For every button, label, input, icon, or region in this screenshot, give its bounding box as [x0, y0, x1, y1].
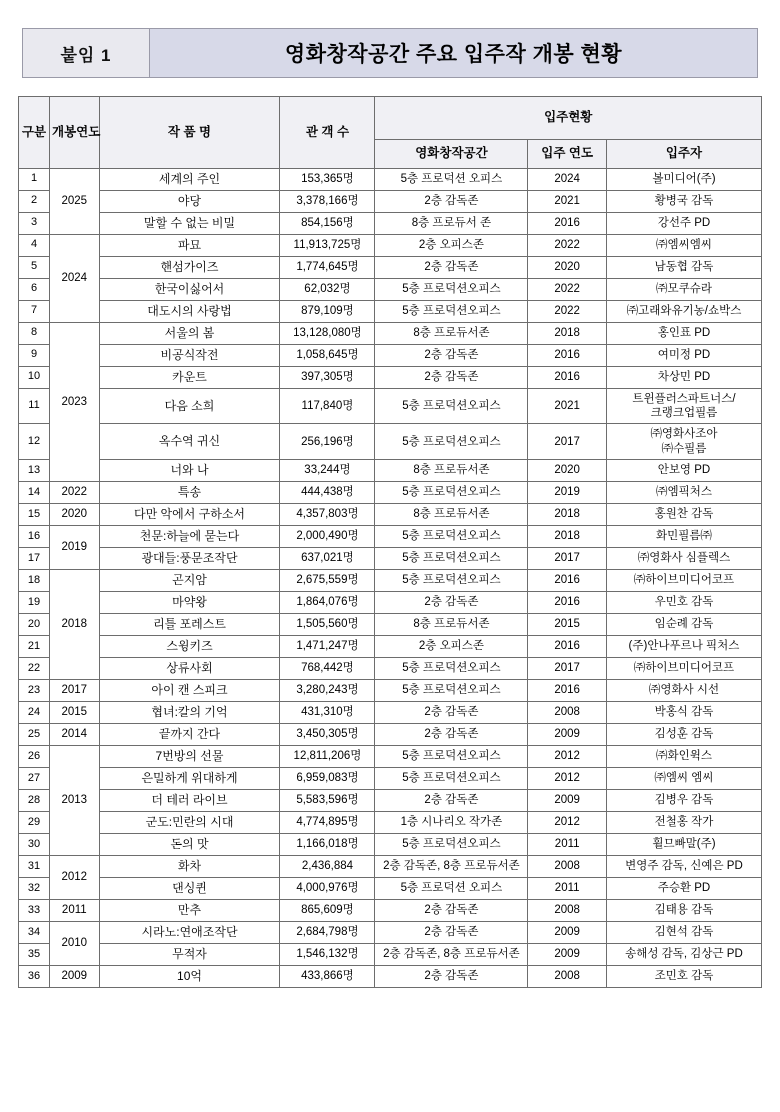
- cell-tenant: 남동협 감독: [606, 256, 761, 278]
- cell-move-year: 2018: [528, 322, 607, 344]
- table-row: [19, 592, 762, 614]
- cell-audience: 2,436,884: [280, 856, 375, 878]
- cell-audience: 1,166,018명: [280, 834, 375, 856]
- cell-move-year: 2022: [528, 234, 607, 256]
- cell-space: 8층 프로듀서존: [375, 322, 528, 344]
- cell-num: 34: [19, 922, 50, 944]
- cell-audience: 153,365명: [280, 168, 375, 190]
- cell-space: 2층 감독존: [375, 922, 528, 944]
- cell-num: 17: [19, 548, 50, 570]
- table-header-row-1: [19, 97, 762, 140]
- cell-release-year: 2012: [50, 856, 100, 900]
- cell-move-year: 2018: [528, 526, 607, 548]
- cell-title: 화차: [99, 856, 280, 878]
- cell-space: 5층 프로덕션오피스: [375, 680, 528, 702]
- cell-num: 16: [19, 526, 50, 548]
- cell-audience: 2,684,798명: [280, 922, 375, 944]
- table-row: [19, 460, 762, 482]
- cell-num: 36: [19, 966, 50, 988]
- cell-num: 23: [19, 680, 50, 702]
- cell-num: 13: [19, 460, 50, 482]
- cell-move-year: 2012: [528, 746, 607, 768]
- cell-tenant: ㈜모쿠슈라: [606, 278, 761, 300]
- cell-audience: 1,774,645명: [280, 256, 375, 278]
- cell-title: 특송: [99, 482, 280, 504]
- cell-audience: 1,505,560명: [280, 614, 375, 636]
- cell-num: 12: [19, 424, 50, 460]
- cell-num: 15: [19, 504, 50, 526]
- cell-space: 5층 프로덕션오피스: [375, 388, 528, 424]
- cell-space: 5층 프로덕션오피스: [375, 570, 528, 592]
- cell-audience: 256,196명: [280, 424, 375, 460]
- cell-num: 26: [19, 746, 50, 768]
- table-row: [19, 168, 762, 190]
- cell-title: 파묘: [99, 234, 280, 256]
- cell-move-year: 2016: [528, 680, 607, 702]
- column-header-num: 구분: [19, 97, 50, 169]
- cell-release-year: 2019: [50, 526, 100, 570]
- cell-title: 시라노:연애조작단: [99, 922, 280, 944]
- cell-title: 더 테러 라이브: [99, 790, 280, 812]
- cell-space: 5층 프로덕션오피스: [375, 482, 528, 504]
- cell-space: 2층 감독존: [375, 256, 528, 278]
- table-row: [19, 834, 762, 856]
- attachment-label: 붙임 1: [22, 28, 150, 78]
- cell-title: 스윙키즈: [99, 636, 280, 658]
- cell-audience: 12,811,206명: [280, 746, 375, 768]
- cell-move-year: 2017: [528, 658, 607, 680]
- cell-tenant: 홍원찬 감독: [606, 504, 761, 526]
- cell-audience: 879,109명: [280, 300, 375, 322]
- cell-title: 다음 소희: [99, 388, 280, 424]
- cell-audience: 1,471,247명: [280, 636, 375, 658]
- table-row: [19, 856, 762, 878]
- cell-title: 돈의 맛: [99, 834, 280, 856]
- table-row: [19, 746, 762, 768]
- cell-num: 4: [19, 234, 50, 256]
- cell-move-year: 2012: [528, 768, 607, 790]
- cell-move-year: 2009: [528, 724, 607, 746]
- cell-audience: 3,280,243명: [280, 680, 375, 702]
- column-header-space: 영화창작공간: [375, 140, 528, 169]
- cell-title: 핸섬가이즈: [99, 256, 280, 278]
- column-header-title: 작 품 명: [99, 97, 280, 169]
- cell-move-year: 2020: [528, 256, 607, 278]
- cell-tenant: ㈜하이브미디어코프: [606, 658, 761, 680]
- document-header: [22, 28, 758, 78]
- page-title: 영화창작공간 주요 입주작 개봉 현황: [150, 28, 758, 78]
- cell-tenant: 차상민 PD: [606, 366, 761, 388]
- cell-move-year: 2016: [528, 366, 607, 388]
- cell-num: 30: [19, 834, 50, 856]
- cell-title: 무적자: [99, 944, 280, 966]
- cell-space: 1층 시나리오 작가존: [375, 812, 528, 834]
- cell-audience: 2,000,490명: [280, 526, 375, 548]
- cell-space: 2층 감독존: [375, 724, 528, 746]
- cell-num: 27: [19, 768, 50, 790]
- cell-move-year: 2020: [528, 460, 607, 482]
- cell-tenant: 김현석 감독: [606, 922, 761, 944]
- cell-move-year: 2012: [528, 812, 607, 834]
- table-row: [19, 190, 762, 212]
- table-row: [19, 344, 762, 366]
- table-row: [19, 922, 762, 944]
- table-row: [19, 234, 762, 256]
- cell-tenant: 김성훈 감독: [606, 724, 761, 746]
- cell-num: 20: [19, 614, 50, 636]
- cell-move-year: 2008: [528, 966, 607, 988]
- cell-audience: 433,866명: [280, 966, 375, 988]
- cell-space: 2층 감독존: [375, 592, 528, 614]
- table-row: [19, 278, 762, 300]
- cell-title: 은밀하게 위대하게: [99, 768, 280, 790]
- cell-space: 2층 감독존, 8층 프로듀서존: [375, 856, 528, 878]
- cell-tenant: ㈜영화사 시선: [606, 680, 761, 702]
- cell-audience: 2,675,559명: [280, 570, 375, 592]
- cell-tenant: 트윈플러스파트너스/ 크랭크업필름: [606, 388, 761, 424]
- cell-tenant: ㈜고래와유기농/쇼박스: [606, 300, 761, 322]
- table-row: [19, 768, 762, 790]
- cell-tenant: 우민호 감독: [606, 592, 761, 614]
- cell-release-year: 2015: [50, 702, 100, 724]
- cell-move-year: 2022: [528, 278, 607, 300]
- cell-num: 1: [19, 168, 50, 190]
- cell-audience: 444,438명: [280, 482, 375, 504]
- cell-num: 18: [19, 570, 50, 592]
- cell-space: 5층 프로덕션오피스: [375, 834, 528, 856]
- table-head: [19, 97, 762, 169]
- cell-release-year: 2017: [50, 680, 100, 702]
- cell-space: 5층 프로덕션오피스: [375, 746, 528, 768]
- release-status-table: [18, 96, 762, 988]
- table-row: [19, 790, 762, 812]
- cell-release-year: 2024: [50, 234, 100, 322]
- table-row: [19, 570, 762, 592]
- cell-num: 21: [19, 636, 50, 658]
- cell-tenant: ㈜화인윅스: [606, 746, 761, 768]
- cell-space: 5층 프로덕션오피스: [375, 658, 528, 680]
- cell-tenant: 안보영 PD: [606, 460, 761, 482]
- cell-tenant: 주승환 PD: [606, 878, 761, 900]
- cell-num: 33: [19, 900, 50, 922]
- cell-move-year: 2011: [528, 878, 607, 900]
- table-row: [19, 212, 762, 234]
- cell-move-year: 2016: [528, 636, 607, 658]
- cell-audience: 13,128,080명: [280, 322, 375, 344]
- cell-release-year: 2013: [50, 746, 100, 856]
- cell-space: 5층 프로덕션오피스: [375, 424, 528, 460]
- cell-tenant: 황병국 감독: [606, 190, 761, 212]
- cell-num: 31: [19, 856, 50, 878]
- cell-title: 7번방의 선물: [99, 746, 280, 768]
- cell-tenant: 볼미디어(주): [606, 168, 761, 190]
- cell-move-year: 2021: [528, 190, 607, 212]
- cell-move-year: 2015: [528, 614, 607, 636]
- table-row: [19, 300, 762, 322]
- cell-move-year: 2008: [528, 856, 607, 878]
- cell-num: 6: [19, 278, 50, 300]
- cell-num: 35: [19, 944, 50, 966]
- cell-audience: 3,450,305명: [280, 724, 375, 746]
- cell-move-year: 2018: [528, 504, 607, 526]
- cell-space: 2층 감독존: [375, 702, 528, 724]
- cell-title: 말할 수 없는 비밀: [99, 212, 280, 234]
- cell-num: 29: [19, 812, 50, 834]
- cell-title: 다만 악에서 구하소서: [99, 504, 280, 526]
- cell-space: 8층 프로듀서 존: [375, 212, 528, 234]
- cell-space: 2층 감독존, 8층 프로듀서존: [375, 944, 528, 966]
- cell-title: 곤지암: [99, 570, 280, 592]
- cell-num: 3: [19, 212, 50, 234]
- cell-num: 28: [19, 790, 50, 812]
- cell-num: 2: [19, 190, 50, 212]
- cell-audience: 768,442명: [280, 658, 375, 680]
- cell-title: 상류사회: [99, 658, 280, 680]
- cell-title: 야당: [99, 190, 280, 212]
- table-row: [19, 702, 762, 724]
- cell-audience: 1,864,076명: [280, 592, 375, 614]
- table-row: [19, 388, 762, 424]
- cell-num: 10: [19, 366, 50, 388]
- column-header-release-year: 개봉연도: [50, 97, 100, 169]
- column-header-tenant: 입주자: [606, 140, 761, 169]
- cell-audience: 1,058,645명: [280, 344, 375, 366]
- cell-move-year: 2009: [528, 790, 607, 812]
- cell-audience: 431,310명: [280, 702, 375, 724]
- cell-space: 5층 프로덕션오피스: [375, 768, 528, 790]
- cell-title: 비공식작전: [99, 344, 280, 366]
- cell-audience: 865,609명: [280, 900, 375, 922]
- cell-space: 2층 감독존: [375, 366, 528, 388]
- cell-num: 19: [19, 592, 50, 614]
- cell-tenant: 여미정 PD: [606, 344, 761, 366]
- cell-title: 협녀:칼의 기억: [99, 702, 280, 724]
- table-row: [19, 548, 762, 570]
- column-header-audience: 관 객 수: [280, 97, 375, 169]
- cell-move-year: 2017: [528, 548, 607, 570]
- table-row: [19, 812, 762, 834]
- cell-space: 8층 프로듀서존: [375, 614, 528, 636]
- cell-num: 9: [19, 344, 50, 366]
- cell-title: 옥수역 귀신: [99, 424, 280, 460]
- cell-tenant: 강선주 PD: [606, 212, 761, 234]
- cell-release-year: 2025: [50, 168, 100, 234]
- cell-audience: 33,244명: [280, 460, 375, 482]
- cell-move-year: 2011: [528, 834, 607, 856]
- cell-move-year: 2024: [528, 168, 607, 190]
- cell-release-year: 2023: [50, 322, 100, 482]
- cell-title: 10억: [99, 966, 280, 988]
- cell-title: 천문:하늘에 묻는다: [99, 526, 280, 548]
- table-row: [19, 424, 762, 460]
- cell-title: 대도시의 사랑법: [99, 300, 280, 322]
- cell-num: 8: [19, 322, 50, 344]
- cell-tenant: 임순례 감독: [606, 614, 761, 636]
- table-row: [19, 636, 762, 658]
- cell-tenant: ㈜엠씨엠씨: [606, 234, 761, 256]
- table-row: [19, 878, 762, 900]
- table-row: [19, 366, 762, 388]
- cell-title: 서울의 봄: [99, 322, 280, 344]
- table-row: [19, 614, 762, 636]
- cell-release-year: 2011: [50, 900, 100, 922]
- table-row: [19, 322, 762, 344]
- cell-num: 22: [19, 658, 50, 680]
- cell-tenant: 변영주 감독, 신예은 PD: [606, 856, 761, 878]
- cell-title: 한국이싫어서: [99, 278, 280, 300]
- cell-release-year: 2010: [50, 922, 100, 966]
- cell-audience: 62,032명: [280, 278, 375, 300]
- cell-move-year: 2016: [528, 344, 607, 366]
- cell-tenant: 휠므빠말(주): [606, 834, 761, 856]
- cell-space: 5층 프로덕션오피스: [375, 278, 528, 300]
- cell-tenant: ㈜엠픽처스: [606, 482, 761, 504]
- cell-tenant: 화민필름㈜: [606, 526, 761, 548]
- cell-num: 24: [19, 702, 50, 724]
- cell-num: 5: [19, 256, 50, 278]
- cell-title: 끝까지 간다: [99, 724, 280, 746]
- cell-num: 7: [19, 300, 50, 322]
- cell-release-year: 2022: [50, 482, 100, 504]
- cell-move-year: 2017: [528, 424, 607, 460]
- cell-num: 32: [19, 878, 50, 900]
- cell-space: 8층 프로듀서존: [375, 504, 528, 526]
- table-row: [19, 724, 762, 746]
- cell-tenant: ㈜엠씨 엠씨: [606, 768, 761, 790]
- cell-title: 댄싱퀸: [99, 878, 280, 900]
- cell-tenant: ㈜영화사 심플렉스: [606, 548, 761, 570]
- table-row: [19, 256, 762, 278]
- cell-release-year: 2009: [50, 966, 100, 988]
- table-row: [19, 900, 762, 922]
- table-row: [19, 504, 762, 526]
- cell-tenant: 김병우 감독: [606, 790, 761, 812]
- cell-space: 2층 감독존: [375, 190, 528, 212]
- cell-move-year: 2009: [528, 922, 607, 944]
- cell-title: 군도:민란의 시대: [99, 812, 280, 834]
- cell-space: 8층 프로듀서존: [375, 460, 528, 482]
- cell-space: 5층 프로덕션 오피스: [375, 878, 528, 900]
- table-row: [19, 526, 762, 548]
- cell-tenant: 김태용 감독: [606, 900, 761, 922]
- cell-move-year: 2008: [528, 900, 607, 922]
- cell-audience: 637,021명: [280, 548, 375, 570]
- cell-space: 2층 오피스존: [375, 234, 528, 256]
- cell-release-year: 2020: [50, 504, 100, 526]
- cell-move-year: 2022: [528, 300, 607, 322]
- cell-space: 2층 감독존: [375, 344, 528, 366]
- cell-tenant: ㈜영화사조아 ㈜수필름: [606, 424, 761, 460]
- cell-space: 5층 프로덕션오피스: [375, 300, 528, 322]
- table-body: [19, 168, 762, 988]
- table-row: [19, 966, 762, 988]
- cell-move-year: 2016: [528, 570, 607, 592]
- cell-audience: 117,840명: [280, 388, 375, 424]
- column-header-move-year: 입주 연도: [528, 140, 607, 169]
- cell-move-year: 2016: [528, 212, 607, 234]
- cell-title: 만추: [99, 900, 280, 922]
- cell-tenant: 전철홍 작가: [606, 812, 761, 834]
- cell-audience: 6,959,083명: [280, 768, 375, 790]
- cell-tenant: 조민호 감독: [606, 966, 761, 988]
- cell-audience: 4,774,895명: [280, 812, 375, 834]
- table-row: [19, 680, 762, 702]
- cell-release-year: 2018: [50, 570, 100, 680]
- column-header-group-tenancy: 입주현황: [375, 97, 762, 140]
- cell-num: 11: [19, 388, 50, 424]
- cell-tenant: 송해성 감독, 김상근 PD: [606, 944, 761, 966]
- cell-audience: 397,305명: [280, 366, 375, 388]
- cell-space: 5층 프로덕션오피스: [375, 526, 528, 548]
- cell-move-year: 2021: [528, 388, 607, 424]
- cell-move-year: 2019: [528, 482, 607, 504]
- cell-space: 5층 프로덕션오피스: [375, 548, 528, 570]
- cell-title: 광대들:풍문조작단: [99, 548, 280, 570]
- cell-title: 아이 캔 스피크: [99, 680, 280, 702]
- cell-tenant: 홍인표 PD: [606, 322, 761, 344]
- cell-audience: 4,000,976명: [280, 878, 375, 900]
- cell-title: 세계의 주인: [99, 168, 280, 190]
- cell-title: 마약왕: [99, 592, 280, 614]
- cell-audience: 4,357,803명: [280, 504, 375, 526]
- cell-audience: 1,546,132명: [280, 944, 375, 966]
- cell-tenant: (주)안나푸르나 픽처스: [606, 636, 761, 658]
- cell-audience: 11,913,725명: [280, 234, 375, 256]
- cell-title: 카운트: [99, 366, 280, 388]
- cell-space: 2층 감독존: [375, 900, 528, 922]
- cell-move-year: 2016: [528, 592, 607, 614]
- table-row: [19, 482, 762, 504]
- cell-space: 2층 감독존: [375, 966, 528, 988]
- cell-title: 너와 나: [99, 460, 280, 482]
- cell-tenant: 박홍식 감독: [606, 702, 761, 724]
- table-row: [19, 944, 762, 966]
- cell-space: 5층 프로덕션 오피스: [375, 168, 528, 190]
- cell-tenant: ㈜하이브미디어코프: [606, 570, 761, 592]
- cell-space: 2층 감독존: [375, 790, 528, 812]
- table-row: [19, 658, 762, 680]
- cell-num: 14: [19, 482, 50, 504]
- cell-move-year: 2009: [528, 944, 607, 966]
- cell-release-year: 2014: [50, 724, 100, 746]
- cell-audience: 5,583,596명: [280, 790, 375, 812]
- cell-audience: 3,378,166명: [280, 190, 375, 212]
- cell-space: 2층 오피스존: [375, 636, 528, 658]
- cell-move-year: 2008: [528, 702, 607, 724]
- cell-audience: 854,156명: [280, 212, 375, 234]
- cell-title: 리틀 포레스트: [99, 614, 280, 636]
- cell-num: 25: [19, 724, 50, 746]
